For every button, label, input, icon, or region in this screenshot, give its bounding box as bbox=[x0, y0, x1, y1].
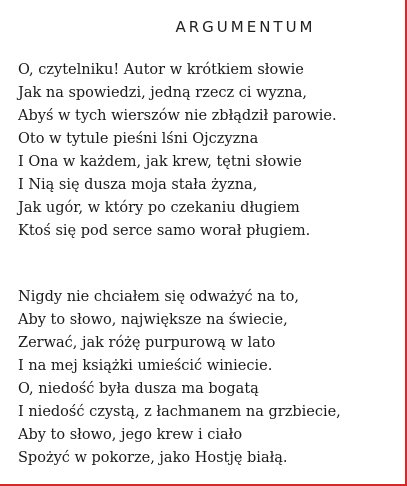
poem-line: Ktoś się pod serce samo worał pługiem. bbox=[18, 223, 311, 239]
poem-line: Jak ugór, w który po czekaniu długiem bbox=[18, 200, 300, 216]
stanza-2 bbox=[18, 286, 398, 470]
poem-line: Aby to słowo, największe na świecie, bbox=[18, 312, 288, 328]
stanza-1 bbox=[18, 59, 398, 243]
poem-line: I Nią się dusza moja stała żyzna, bbox=[18, 177, 258, 193]
poem-line: I Ona w każdem, jak krew, tętni słowie bbox=[18, 154, 302, 170]
poem-line: I na mej książki umieścić winiecie. bbox=[18, 358, 273, 374]
poem-line: Jak na spowiedzi, jedną rzecz ci wyzna, bbox=[18, 85, 307, 101]
poem-line: Spożyć w pokorze, jako Hostję białą. bbox=[18, 450, 288, 466]
poem-line: Zerwać, jak różę purpurową w lato bbox=[18, 335, 276, 351]
poem-line: O, czytelniku! Autor w krótkiem słowie bbox=[18, 62, 304, 78]
poem-line: I niedość czystą, z łachmanem na grzbiecie, bbox=[18, 404, 341, 420]
poem-line: O, niedość była dusza ma bogatą bbox=[18, 381, 259, 397]
poem-line: Aby to słowo, jego krew i ciało bbox=[18, 427, 243, 443]
poem-line: Oto w tytule pieśni lśni Ojczyzna bbox=[18, 131, 259, 147]
poem-title: ARGUMENTUM bbox=[175, 18, 316, 36]
poem-line: Nigdy nie chciałem się odważyć na to, bbox=[18, 289, 300, 305]
poem-line: Abyś w tych wierszów nie zbłądził parowie. bbox=[18, 108, 337, 124]
